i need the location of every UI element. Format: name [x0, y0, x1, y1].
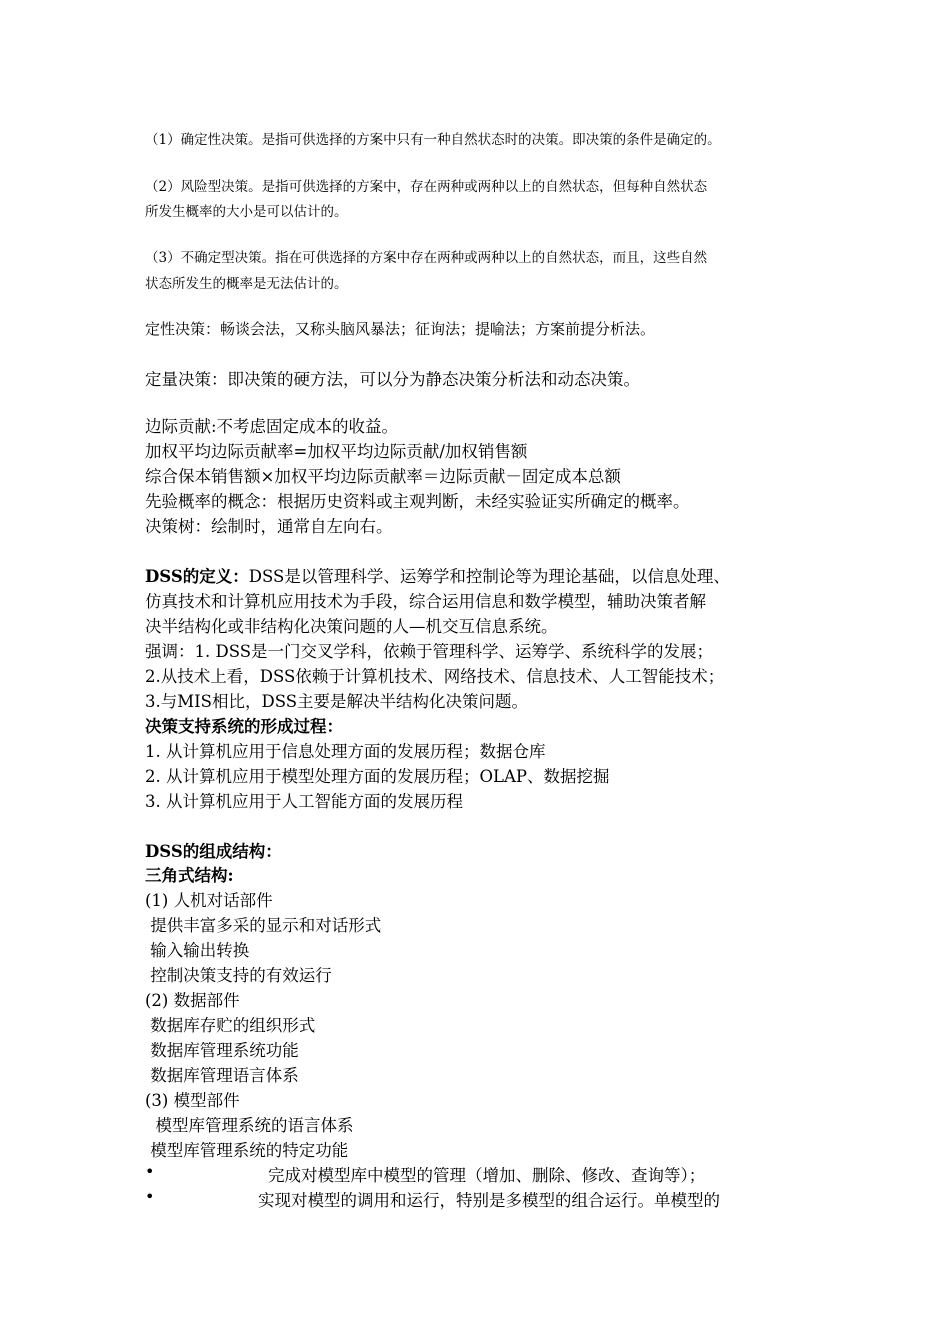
margin-line-5: 决策树：绘制时，通常自左向右。	[145, 517, 393, 536]
formation-heading: 决策支持系统的形成过程：	[145, 717, 343, 736]
emphasis-line-2: 2.从技术上看，DSS依赖于计算机技术、网络技术、信息技术、人工智能技术；	[145, 667, 725, 686]
decision-type-2-line-1: （2）风险型决策。是指可供选择的方案中，存在两种或两种以上的自然状态，但每种自然状态	[145, 179, 708, 195]
structure-line-9: (3) 模型部件	[145, 1091, 240, 1110]
emphasis-line-3: 3.与MIS相比，DSS主要是解决半结构化决策问题。	[145, 692, 529, 711]
margin-line-4: 先验概率的概念：根据历史资料或主观判断，未经实验证实所确定的概率。	[145, 492, 690, 511]
structure-line-6: 数据库存贮的组织形式	[145, 1016, 316, 1035]
decision-type-1-line-1: （1）确定性决策。是指可供选择的方案中只有一种自然状态时的决策。即决策的条件是确定的。	[145, 132, 721, 148]
structure-line-7: 数据库管理系统功能	[145, 1041, 299, 1060]
bullet-icon: •	[145, 1162, 155, 1181]
formation-item-2: 2. 从计算机应用于模型处理方面的发展历程；OLAP、数据挖掘	[145, 767, 610, 786]
margin-line-1: 边际贡献:不考虑固定成本的收益。	[145, 417, 399, 436]
structure-line-2: 提供丰富多采的显示和对话形式	[145, 916, 382, 935]
decision-type-3-line-2: 状态所发生的概率是无法估计的。	[145, 276, 348, 292]
decision-type-2-line-2: 所发生概率的大小是可以估计的。	[145, 204, 348, 220]
quantitative-decision: 定量决策：即决策的硬方法，可以分为静态决策分析法和动态决策。	[145, 370, 640, 389]
structure-line-5: (2) 数据部件	[145, 991, 240, 1010]
structure-line-10: 模型库管理系统的语言体系	[145, 1116, 354, 1135]
margin-line-2: 加权平均边际贡献率=加权平均边际贡献/加权销售额	[145, 442, 528, 461]
dss-definition-line-3: 决半结构化或非结构化决策问题的人—机交互信息系统。	[145, 617, 558, 636]
emphasis-line-1: 强调：1. DSS是一门交叉学科，依赖于管理科学、运筹学、系统科学的发展；	[145, 642, 714, 661]
dss-definition-line-2: 仿真技术和计算机应用技术为手段，综合运用信息和数学模型，辅助决策者解	[145, 592, 706, 611]
decision-type-3-line-1: （3）不确定型决策。指在可供选择的方案中存在两种或两种以上的自然状态，而且，这些自然	[145, 250, 708, 266]
structure-subheading: 三角式结构:	[145, 866, 234, 885]
structure-heading: DSS的组成结构：	[145, 842, 282, 861]
formation-item-1: 1. 从计算机应用于信息处理方面的发展历程；数据仓库	[145, 742, 546, 761]
structure-line-11: 模型库管理系统的特定功能	[145, 1141, 349, 1160]
structure-line-8: 数据库管理语言体系	[145, 1066, 299, 1085]
bullet-icon: •	[145, 1187, 155, 1206]
bullet-item-1: 完成对模型库中模型的管理（增加、删除、修改、查询等）；	[268, 1166, 706, 1185]
dss-definition-line-1	[145, 563, 730, 587]
structure-line-4: 控制决策支持的有效运行	[145, 966, 332, 985]
structure-line-3: 输入输出转换	[145, 941, 250, 960]
formation-item-3: 3. 从计算机应用于人工智能方面的发展历程	[145, 792, 463, 811]
margin-line-3: 综合保本销售额×加权平均边际贡献率＝边际贡献－固定成本总额	[145, 467, 621, 486]
qualitative-decision: 定性决策：畅谈会法，又称头脑风暴法；征询法；提喻法；方案前提分析法。	[145, 320, 656, 338]
structure-line-1: (1) 人机对话部件	[145, 891, 273, 910]
dss-definition-text-1: DSS是以管理科学、运筹学和控制论等为理论基础，以信息处理、	[248, 567, 730, 586]
dss-definition-label: DSS的定义：	[145, 567, 249, 586]
bullet-item-2: 实现对模型的调用和运行，特别是多模型的组合运行。单模型的	[258, 1191, 720, 1210]
